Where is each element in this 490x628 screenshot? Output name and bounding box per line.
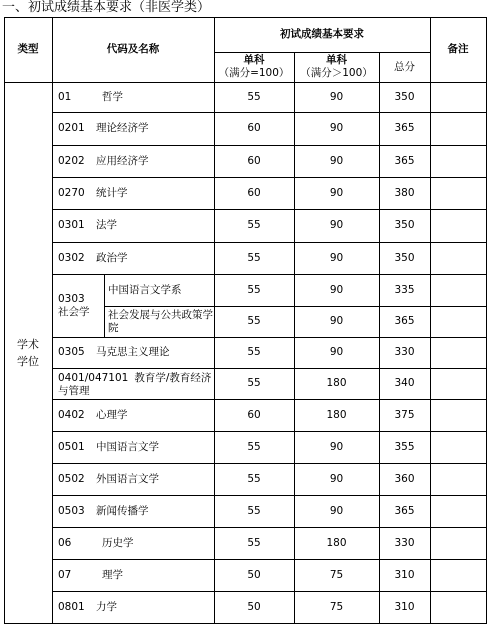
- row-code-name: [52, 82, 214, 112]
- row-score-a: 55: [247, 346, 261, 358]
- row-score-b: 90: [329, 346, 344, 358]
- row-total: 365: [394, 122, 415, 134]
- row-line: [52, 274, 487, 275]
- row-line: [52, 112, 487, 113]
- row-name: 中国语言文学系: [108, 283, 182, 296]
- row-score-a: 55: [247, 315, 261, 327]
- row-code-name: [52, 368, 214, 399]
- row-total: 350: [394, 219, 415, 231]
- header-bottom-line: [4, 82, 487, 83]
- row-score-a: 60: [247, 122, 261, 134]
- row-name: 外国语言文学: [96, 472, 159, 485]
- row-code-name: [52, 559, 214, 591]
- table-top-border: [4, 17, 487, 18]
- row-code-name: [52, 242, 214, 274]
- row-total: 365: [394, 504, 415, 517]
- row-line: [52, 559, 487, 560]
- header-single-a: [214, 52, 294, 82]
- row-name: 新闻传播学: [96, 504, 149, 517]
- header-score-group: 初试成绩基本要求: [280, 28, 364, 40]
- row-total: 360: [394, 472, 415, 485]
- row-total: 340: [394, 377, 415, 389]
- row-code-name: [52, 495, 214, 527]
- col-line: [294, 52, 295, 623]
- row-score-a: 55: [247, 377, 261, 389]
- row-line: [52, 431, 487, 432]
- row-name: 中国语言文学: [96, 440, 159, 453]
- row-score-b: 90: [329, 504, 344, 517]
- row-code: 0270: [58, 186, 85, 199]
- row-score-a: 55: [247, 504, 261, 517]
- row-code: 07: [58, 568, 72, 581]
- row-code: 0201: [58, 122, 85, 134]
- row-score-a: 60: [247, 154, 261, 167]
- row-total: 310: [394, 600, 415, 613]
- row-total: 335: [394, 283, 415, 296]
- row-code: 01: [58, 90, 72, 103]
- row-code: 0401/047101: [58, 372, 129, 384]
- row-total: 365: [394, 315, 415, 327]
- category-cell: 学术 学位: [17, 337, 39, 368]
- header-single-b-label: 单科: [326, 54, 347, 66]
- row-score-a: 55: [247, 440, 261, 453]
- row-line: [52, 399, 487, 400]
- row-code-name: [52, 112, 214, 145]
- row-score-b: 90: [329, 315, 344, 327]
- document-title: 一、初试成绩基本要求（非医学类）: [2, 0, 211, 15]
- row-score-b: 90: [329, 90, 344, 103]
- row-name: 理学: [102, 568, 123, 581]
- header-single-b-sub: （满分＞100）: [300, 67, 373, 79]
- row-score-a: 55: [247, 251, 261, 264]
- row-score-a: 55: [247, 472, 261, 485]
- row-score-a: 55: [247, 536, 261, 549]
- col-line-0303: [104, 274, 105, 337]
- row-code-name: [52, 145, 214, 177]
- header-type: 类型: [17, 43, 39, 55]
- row-code-name: [52, 463, 214, 495]
- row-code-name: [52, 527, 214, 559]
- row-name: 历史学: [102, 536, 134, 549]
- row-name: 理论经济学: [96, 122, 149, 134]
- row-name: 心理学: [96, 408, 128, 421]
- row-score-b: 90: [329, 122, 344, 134]
- group-0303-label: [52, 274, 104, 337]
- row-line: [52, 368, 487, 369]
- row-code: 0502: [58, 472, 85, 485]
- header-single-b: [294, 52, 379, 82]
- row-score-b: 90: [329, 283, 344, 296]
- row-score-b: 90: [329, 251, 344, 264]
- row-score-b: 90: [329, 219, 344, 231]
- row-line: [52, 177, 487, 178]
- table-right-border: [486, 17, 487, 623]
- row-code: 0301: [58, 219, 85, 231]
- row-code-name: [52, 209, 214, 242]
- row-score-b: 180: [326, 408, 347, 421]
- table-left-border: [4, 17, 5, 623]
- row-code-name: [52, 399, 214, 431]
- header-single-a-label: 单科: [243, 54, 265, 66]
- row-score-b: 75: [329, 568, 344, 581]
- row-line: [52, 527, 487, 528]
- row-line: [52, 337, 487, 338]
- row-name: 力学: [96, 600, 117, 613]
- header-code-name: 代码及名称: [106, 43, 160, 55]
- col-line: [214, 17, 215, 623]
- row-score-b: 75: [329, 600, 344, 613]
- row-code: 0503: [58, 504, 85, 517]
- row-total: 350: [394, 251, 415, 264]
- row-score-a: 55: [247, 283, 261, 296]
- row-name: 教育学/教育经济与管理: [58, 372, 212, 397]
- row-total: 310: [394, 568, 415, 581]
- header-remark: 备注: [447, 43, 469, 55]
- row-score-b: 90: [329, 440, 344, 453]
- row-name: 统计学: [96, 186, 128, 199]
- row-line: [52, 145, 487, 146]
- row-score-b: 180: [326, 377, 347, 389]
- group-0303-name: 社会学: [58, 305, 90, 318]
- row-name: 社会发展与公共政策学院: [108, 308, 213, 334]
- row-score-b: 90: [329, 154, 344, 167]
- row-code-name: [52, 431, 214, 463]
- row-name: 哲学: [102, 90, 123, 103]
- row-score-a: 55: [247, 219, 261, 231]
- header-single-a-sub: （满分=100）: [218, 67, 290, 79]
- table-bottom-border: [4, 623, 487, 624]
- row-score-b: 180: [326, 536, 347, 549]
- row-code: 0305: [58, 346, 85, 358]
- row-total: 365: [394, 154, 415, 167]
- group-0303-code: 0303: [58, 292, 85, 305]
- row-total: 380: [394, 186, 415, 199]
- row-line: [52, 242, 487, 243]
- header-mid-line: [214, 52, 430, 53]
- row-score-a: 55: [247, 90, 261, 103]
- row-code-name: [52, 591, 214, 623]
- header-total: 总分: [394, 60, 415, 73]
- row-name: 应用经济学: [96, 154, 149, 167]
- row-score-a: 50: [247, 568, 261, 581]
- row-code: 0402: [58, 408, 85, 421]
- row-code: 0302: [58, 251, 85, 264]
- row-line: [52, 495, 487, 496]
- row-code: 0202: [58, 154, 85, 167]
- row-total: 375: [394, 408, 415, 421]
- row-score-a: 60: [247, 186, 261, 199]
- row-code: 06: [58, 536, 72, 549]
- row-total: 330: [394, 346, 415, 358]
- row-score-b: 90: [329, 186, 344, 199]
- row-line: [52, 209, 487, 210]
- row-line: [52, 463, 487, 464]
- row-score-a: 60: [247, 408, 261, 421]
- row-name: 政治学: [96, 251, 128, 264]
- row-name: 法学: [96, 219, 117, 231]
- row-total: 330: [394, 536, 415, 549]
- row-code-name: [52, 337, 214, 368]
- row-score-a: 50: [247, 600, 261, 613]
- row-total: 355: [394, 440, 415, 453]
- row-total: 350: [394, 90, 415, 103]
- col-line: [430, 17, 431, 623]
- row-score-b: 90: [329, 472, 344, 485]
- row-code-name: [52, 177, 214, 209]
- row-code: 0801: [58, 600, 85, 613]
- col-line: [52, 17, 53, 623]
- row-line: [52, 591, 487, 592]
- col-line: [379, 52, 380, 623]
- row-code: 0501: [58, 440, 85, 453]
- row-name: 马克思主义理论: [96, 346, 170, 358]
